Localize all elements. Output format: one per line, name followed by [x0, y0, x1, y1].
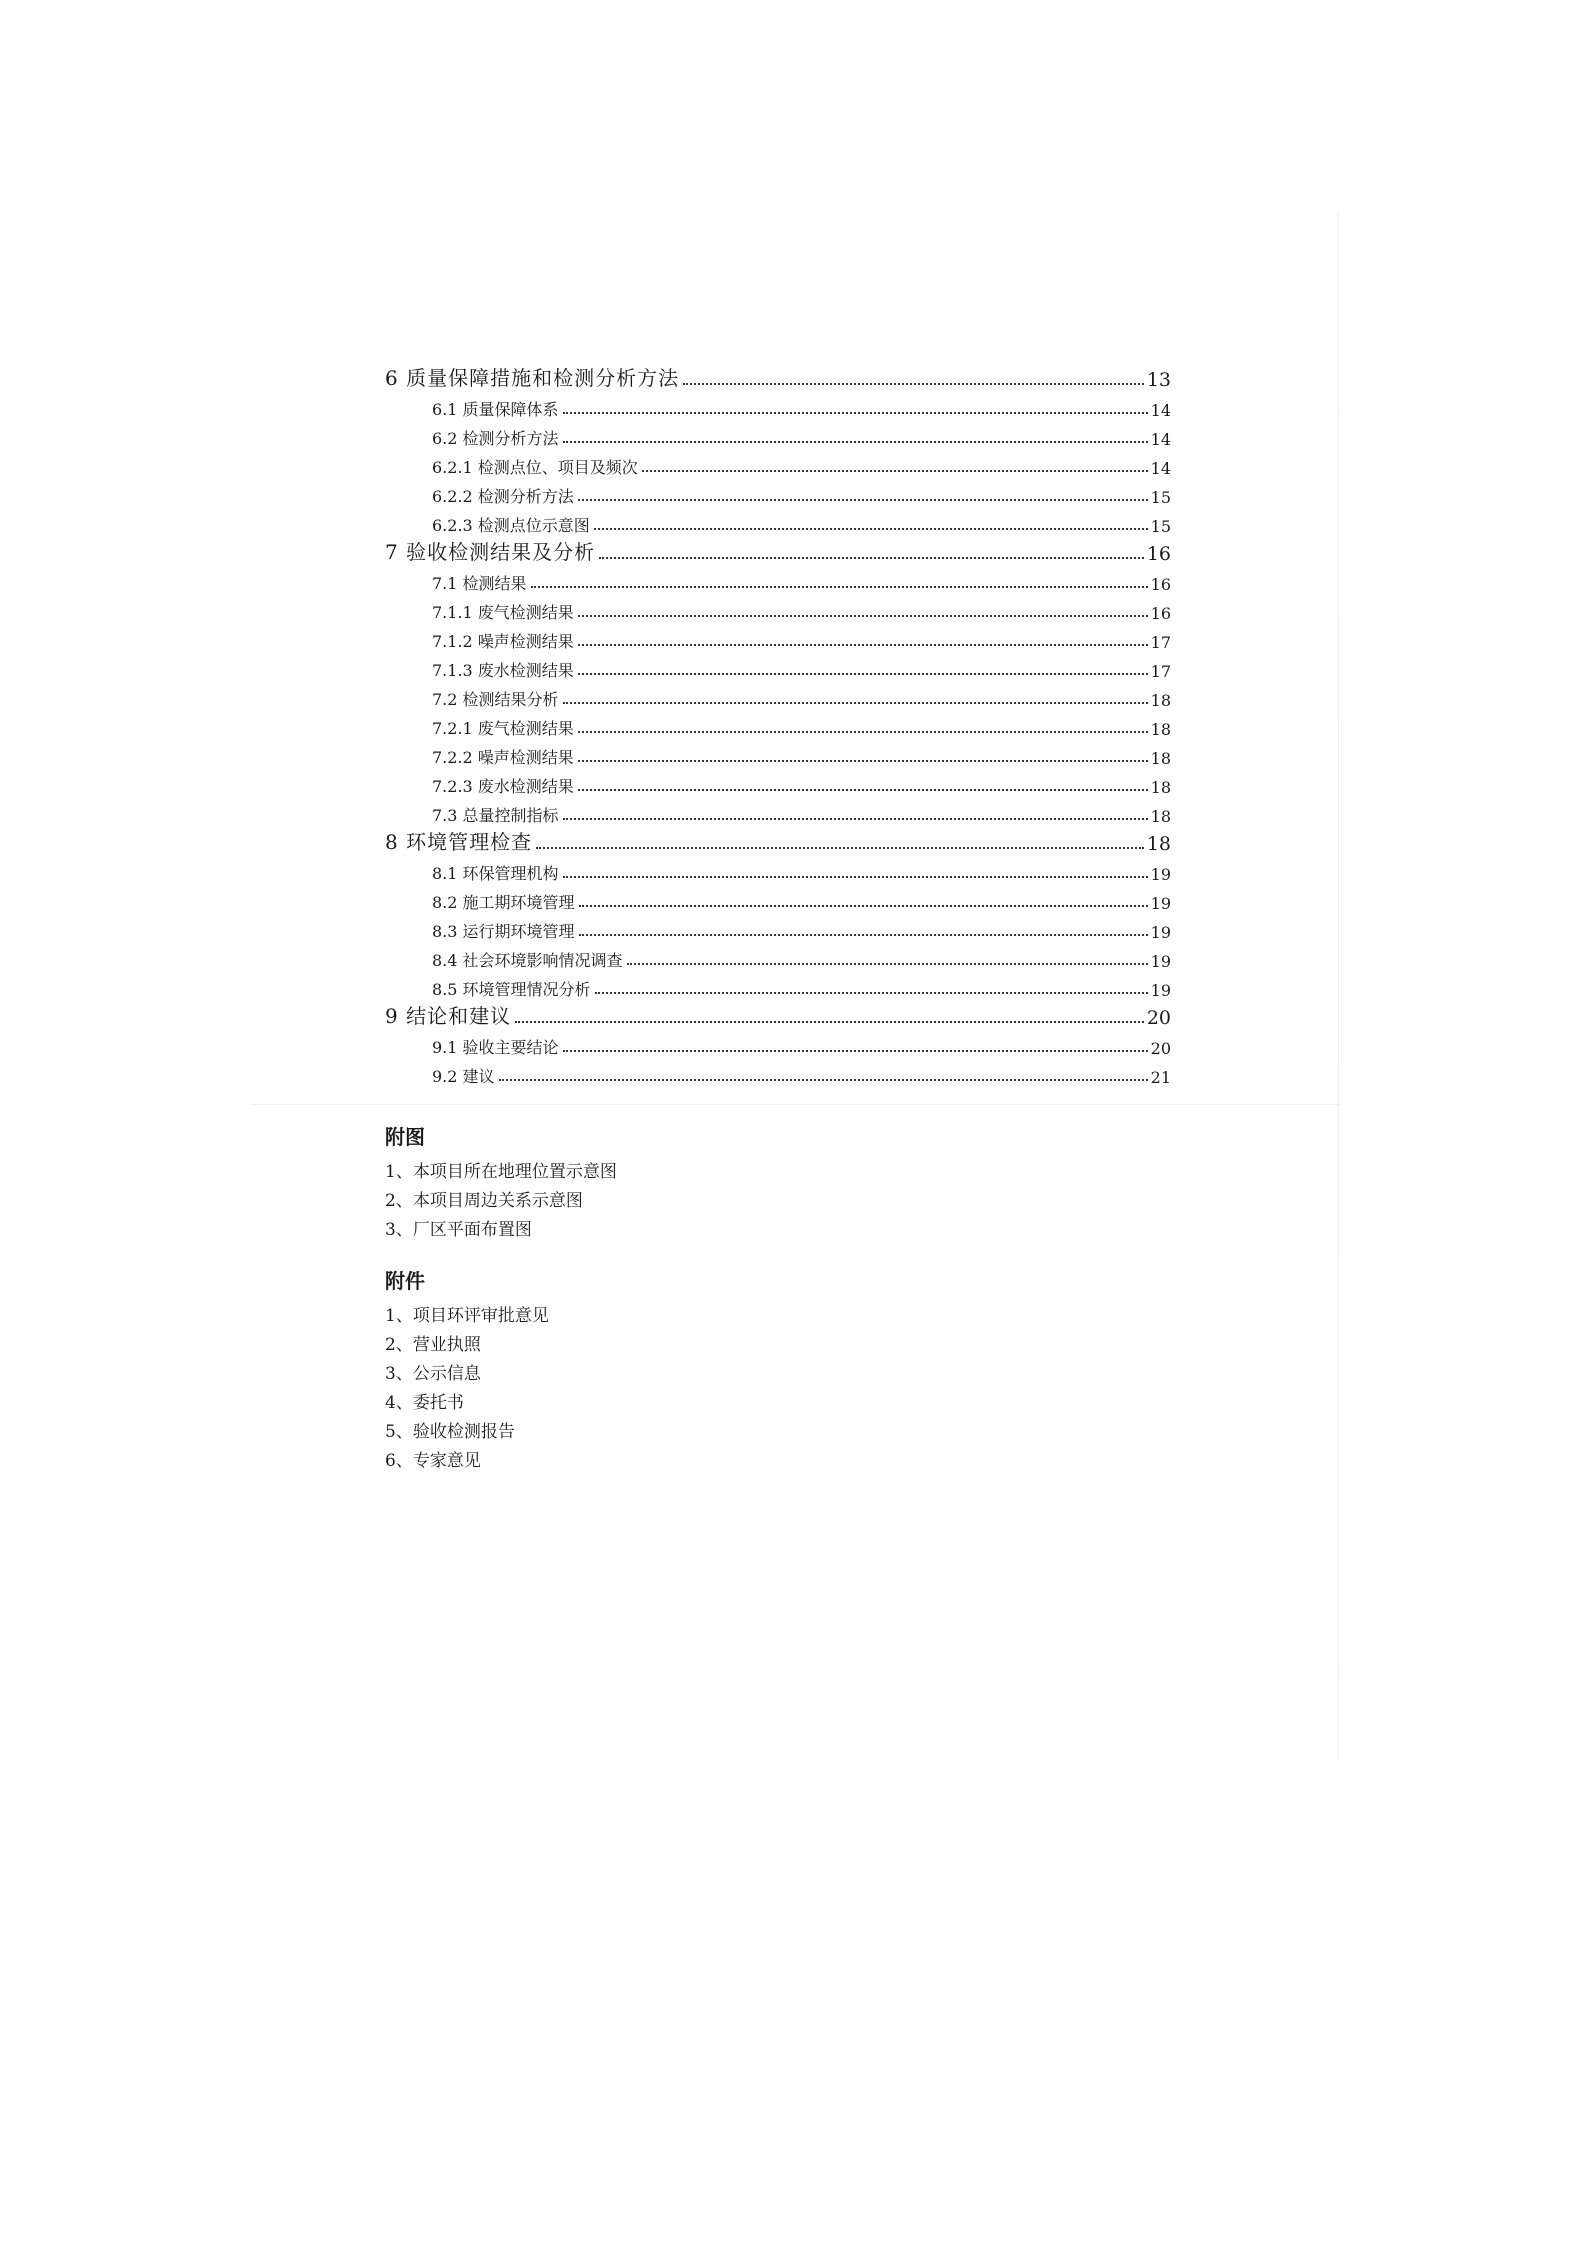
toc-page-number: 17	[1150, 633, 1171, 652]
toc-entry[interactable]	[385, 420, 1171, 449]
toc-dot-leader	[578, 644, 1148, 646]
toc-entry-label: 6.2 检测分析方法	[432, 429, 559, 448]
toc-entry[interactable]	[385, 391, 1171, 420]
attachments-section	[385, 1266, 785, 1476]
toc-entry-label: 7.3 总量控制指标	[432, 806, 559, 825]
toc-entry[interactable]	[385, 478, 1171, 507]
toc-page-number: 14	[1150, 430, 1171, 449]
toc-entry-label: 7.2 检测结果分析	[432, 690, 559, 709]
toc-page-number: 14	[1150, 459, 1171, 478]
toc-dot-leader	[627, 963, 1148, 965]
figures-list	[385, 1158, 785, 1245]
toc-page-number: 17	[1150, 662, 1171, 681]
toc-entry-label: 9 结论和建议	[385, 1004, 512, 1028]
toc-entry-label: 6.2.1 检测点位、项目及频次	[432, 458, 638, 477]
toc-entry[interactable]	[385, 565, 1171, 594]
attachments-title: 附件	[385, 1269, 425, 1293]
toc-entry-label: 7.2.1 废气检测结果	[432, 719, 574, 738]
toc-dot-leader	[578, 499, 1148, 501]
toc-dot-leader	[579, 934, 1148, 936]
toc-dot-leader	[578, 760, 1148, 762]
toc-page-number: 14	[1150, 401, 1171, 420]
toc-dot-leader	[578, 615, 1148, 617]
toc-page-number: 18	[1146, 833, 1171, 855]
toc-dot-leader	[563, 876, 1148, 878]
toc-page-number: 19	[1150, 981, 1171, 1000]
toc-entry[interactable]	[385, 449, 1171, 478]
toc-dot-leader	[563, 1050, 1148, 1052]
toc-page-number: 18	[1150, 749, 1171, 768]
attachments-list	[385, 1302, 785, 1476]
toc-entry-label: 8.1 环保管理机构	[432, 864, 559, 883]
toc-entry[interactable]	[385, 768, 1171, 797]
toc-page-number: 15	[1150, 488, 1171, 507]
toc-dot-leader	[536, 847, 1144, 849]
toc-dot-leader	[563, 412, 1148, 414]
toc-entry-label: 6.2.2 检测分析方法	[432, 487, 574, 506]
toc-entry-label: 6.2.3 检测点位示意图	[432, 516, 590, 535]
toc-dot-leader	[563, 818, 1148, 820]
toc-dot-leader	[563, 702, 1148, 704]
toc-page-number: 16	[1150, 604, 1171, 623]
toc-entry-label: 9.1 验收主要结论	[432, 1038, 559, 1057]
toc-page-number: 19	[1150, 923, 1171, 942]
toc-page-number: 19	[1150, 865, 1171, 884]
scan-seam-line	[250, 1104, 1340, 1105]
toc-dot-leader	[578, 789, 1148, 791]
toc-page-number: 18	[1150, 807, 1171, 826]
toc-entry-label: 7.2.3 废水检测结果	[432, 777, 574, 796]
attachment-list-item: 2、营业执照	[385, 1335, 481, 1355]
figure-list-item: 3、厂区平面布置图	[385, 1220, 532, 1240]
toc-dot-leader	[578, 673, 1148, 675]
toc-page-number: 16	[1146, 543, 1171, 565]
figure-list-item: 1、本项目所在地理位置示意图	[385, 1162, 617, 1182]
toc-page-number: 20	[1150, 1039, 1171, 1058]
toc-dot-leader	[499, 1079, 1148, 1081]
toc-entry[interactable]	[385, 913, 1171, 942]
toc-entry[interactable]	[385, 971, 1171, 1000]
attachment-list-item: 5、验收检测报告	[385, 1422, 515, 1442]
toc-page-number: 18	[1150, 720, 1171, 739]
toc-entry[interactable]	[385, 855, 1171, 884]
toc-entry[interactable]	[385, 1029, 1171, 1058]
toc-dot-leader	[578, 731, 1148, 733]
toc-entry-label: 6 质量保障措施和检测分析方法	[385, 366, 680, 390]
toc-dot-leader	[683, 383, 1144, 385]
toc-page-number: 21	[1150, 1068, 1171, 1087]
toc-entry-label: 7.1.1 废气检测结果	[432, 603, 574, 622]
figures-title: 附图	[385, 1125, 425, 1149]
toc-dot-leader	[595, 992, 1148, 994]
toc-entry[interactable]	[385, 594, 1171, 623]
toc-entry-label: 7.2.2 噪声检测结果	[432, 748, 574, 767]
toc-entry-label: 8 环境管理检查	[385, 830, 533, 854]
toc-entry-label: 8.2 施工期环境管理	[432, 893, 575, 912]
attachment-list-item: 3、公示信息	[385, 1364, 481, 1384]
toc-dot-leader	[594, 528, 1148, 530]
toc-entry[interactable]	[385, 884, 1171, 913]
toc-dot-leader	[563, 441, 1148, 443]
toc-dot-leader	[579, 905, 1148, 907]
attachment-list-item: 1、项目环评审批意见	[385, 1306, 549, 1326]
toc-entry-label: 7 验收检测结果及分析	[385, 540, 596, 564]
toc-entry[interactable]	[385, 1000, 1171, 1029]
toc-page-number: 20	[1146, 1007, 1171, 1029]
table-of-contents	[385, 362, 1171, 1087]
scan-edge-line	[1338, 212, 1339, 1762]
figures-section	[385, 1122, 785, 1245]
toc-page-number: 18	[1150, 778, 1171, 797]
toc-entry-label: 8.5 环境管理情况分析	[432, 980, 591, 999]
toc-entry[interactable]	[385, 362, 1171, 391]
toc-entry[interactable]	[385, 536, 1171, 565]
toc-entry[interactable]	[385, 623, 1171, 652]
figure-list-item: 2、本项目周边关系示意图	[385, 1191, 583, 1211]
toc-entry[interactable]	[385, 710, 1171, 739]
toc-page-number: 13	[1146, 369, 1171, 391]
toc-entry-label: 6.1 质量保障体系	[432, 400, 559, 419]
attachment-list-item: 4、委托书	[385, 1393, 464, 1413]
toc-page-number: 15	[1150, 517, 1171, 536]
toc-entry-label: 7.1.2 噪声检测结果	[432, 632, 574, 651]
toc-entry[interactable]	[385, 681, 1171, 710]
toc-entry[interactable]	[385, 797, 1171, 826]
toc-entry-label: 9.2 建议	[432, 1067, 495, 1086]
toc-entry[interactable]	[385, 739, 1171, 768]
toc-entry-label: 7.1.3 废水检测结果	[432, 661, 574, 680]
toc-page-number: 19	[1150, 894, 1171, 913]
toc-page-number: 18	[1150, 691, 1171, 710]
toc-entry[interactable]	[385, 826, 1171, 855]
toc-entry-label: 8.3 运行期环境管理	[432, 922, 575, 941]
toc-dot-leader	[599, 557, 1144, 559]
toc-entry-label: 7.1 检测结果	[432, 574, 527, 593]
toc-dot-leader	[515, 1021, 1144, 1023]
toc-entry-label: 8.4 社会环境影响情况调查	[432, 951, 623, 970]
toc-entry[interactable]	[385, 942, 1171, 971]
toc-dot-leader	[642, 470, 1148, 472]
toc-dot-leader	[531, 586, 1148, 588]
toc-entry[interactable]	[385, 507, 1171, 536]
toc-page-number: 19	[1150, 952, 1171, 971]
attachment-list-item: 6、专家意见	[385, 1451, 481, 1471]
toc-entry[interactable]	[385, 1058, 1171, 1087]
toc-entry[interactable]	[385, 652, 1171, 681]
toc-page-number: 16	[1150, 575, 1171, 594]
